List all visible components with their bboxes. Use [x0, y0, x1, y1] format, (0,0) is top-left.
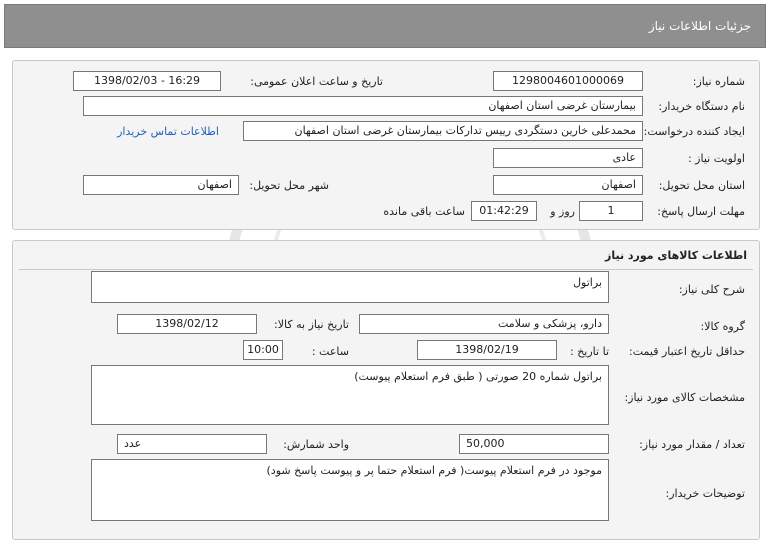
- priority-label: اولویت نیاز :: [687, 152, 745, 165]
- summary-field: براتول: [91, 271, 609, 303]
- unit-label: واحد شمارش:: [283, 438, 349, 451]
- province-field: اصفهان: [493, 175, 643, 195]
- remaining-label: ساعت باقی مانده: [383, 205, 465, 218]
- group-field: دارو، پزشکی و سلامت: [359, 314, 609, 334]
- buyer-label: نام دستگاه خریدار:: [658, 100, 745, 113]
- page-header: [4, 4, 766, 48]
- page-title: جزئیات اطلاعات نیاز: [648, 19, 751, 33]
- goods-info-panel: [12, 240, 760, 540]
- spec-field: براتول شماره 20 صورتی ( طبق فرم استعلام پیوست): [91, 365, 609, 425]
- priority-field: عادی: [493, 148, 643, 168]
- need-date-field: 1398/02/12: [117, 314, 257, 334]
- city-field: اصفهان: [83, 175, 239, 195]
- need-number-field: 1298004601000069: [493, 71, 643, 91]
- need-date-label: تاریخ نیاز به کالا:: [274, 318, 349, 331]
- validity-label: حداقل تاریخ اعتبار قیمت:: [629, 345, 745, 358]
- announce-label: تاریخ و ساعت اعلان عمومی:: [250, 75, 383, 88]
- time-field: 10:00: [243, 340, 283, 360]
- until-date-field: 1398/02/19: [417, 340, 557, 360]
- deadline-days-field: 1: [579, 201, 643, 221]
- goods-section-title: اطلاعات کالاهای مورد نیاز: [605, 249, 747, 262]
- days-label: روز و: [550, 205, 575, 218]
- buyer-notes-field: موجود در فرم استعلام پیوست( فرم استعلام حتما پر و پیوست پاسخ شود): [91, 459, 609, 521]
- creator-field: محمدعلی خارین دستگردی رییس تدارکات بیمارستان غرضی استان اصفهان: [243, 121, 643, 141]
- group-label: گروه کالا:: [700, 320, 745, 333]
- buyer-field: بیمارستان غرضی استان اصفهان: [83, 96, 643, 116]
- announce-field: 1398/02/03 - 16:29: [73, 71, 221, 91]
- need-info-panel: [12, 60, 760, 230]
- deadline-time-field: 01:42:29: [471, 201, 537, 221]
- city-label: شهر محل تحویل:: [249, 179, 329, 192]
- section-divider: [19, 269, 753, 270]
- province-label: استان محل تحویل:: [658, 179, 745, 192]
- qty-label: تعداد / مقدار مورد نیاز:: [639, 438, 745, 451]
- buyer-contact-link[interactable]: اطلاعات تماس خریدار: [117, 125, 219, 138]
- time-label: ساعت :: [311, 345, 349, 358]
- deadline-label: مهلت ارسال پاسخ:: [657, 205, 745, 218]
- unit-field: عدد: [117, 434, 267, 454]
- buyer-notes-label: توضیحات خریدار:: [665, 487, 745, 500]
- need-number-label: شماره نیاز:: [692, 75, 745, 88]
- until-date-label: تا تاریخ :: [570, 345, 609, 358]
- creator-label: ایجاد کننده درخواست:: [643, 125, 745, 138]
- qty-field: 50,000: [459, 434, 609, 454]
- summary-label: شرح کلی نیاز:: [678, 283, 745, 296]
- spec-label: مشخصات کالای مورد نیاز:: [624, 391, 745, 404]
